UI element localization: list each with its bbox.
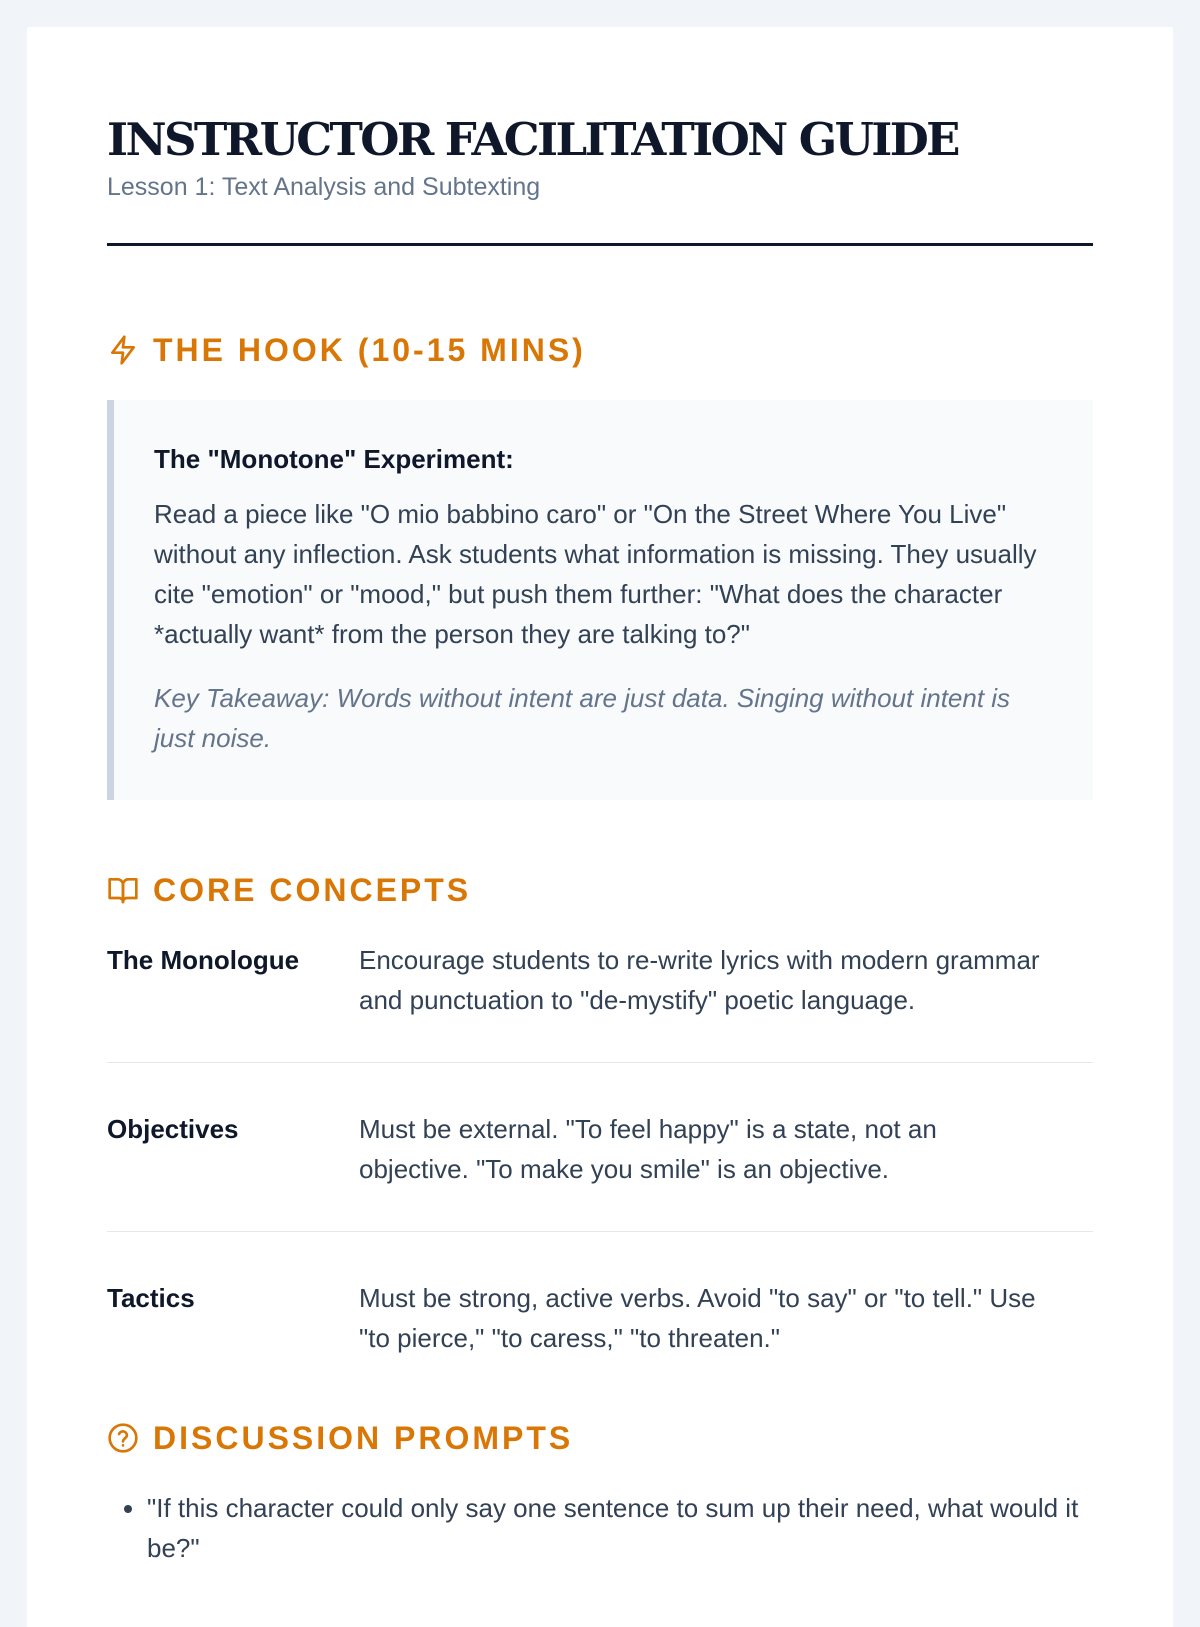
discussion-prompts-heading — [107, 1418, 1093, 1458]
hook-callout-body: Read a piece like "O mio babbino caro" or "On the Street Where You Live" without any inflection. Ask students what information is missing. They usually cite "emotion" or "mood," but push them further: "What does the character *actually want* from the person they are talking to?" — [154, 499, 1037, 649]
question-circle-icon — [107, 1422, 139, 1454]
concept-term: Tactics — [107, 1283, 195, 1313]
discussion-prompts-list — [107, 1488, 1093, 1568]
lightning-icon — [107, 334, 139, 366]
hook-heading-label: THE HOOK (10-15 MINS) — [153, 332, 586, 368]
concept-row-objectives — [107, 1109, 1093, 1232]
title-divider — [107, 243, 1093, 246]
book-icon — [107, 874, 139, 906]
hook-callout — [107, 400, 1093, 800]
hook-heading — [107, 330, 1093, 370]
concept-term: Objectives — [107, 1114, 239, 1144]
guide-page — [27, 27, 1173, 1627]
discussion-prompts-heading-label: DISCUSSION PROMPTS — [153, 1420, 574, 1456]
core-concepts-heading — [107, 870, 1093, 910]
page-title: INSTRUCTOR FACILITATION GUIDE — [107, 113, 958, 166]
concepts-list — [107, 940, 1093, 1358]
concept-description: Must be strong, active verbs. Avoid "to say" or "to tell." Use "to pierce," "to caress," "to threaten." — [359, 1283, 1036, 1353]
hook-callout-title: The "Monotone" Experiment: — [154, 444, 514, 474]
concept-description: Must be external. "To feel happy" is a state, not an objective. "To make you smile" is an objective. — [359, 1114, 937, 1184]
core-concepts-heading-label: CORE CONCEPTS — [153, 872, 472, 908]
hook-key-takeaway: Key Takeaway: Words without intent are just data. Singing without intent is just noise. — [154, 683, 1011, 753]
concept-description: Encourage students to re-write lyrics with modern grammar and punctuation to "de-mystify" poetic language. — [359, 945, 1040, 1015]
concept-row-monologue — [107, 940, 1093, 1063]
concept-row-tactics — [107, 1278, 1093, 1358]
concept-term: The Monologue — [107, 945, 300, 975]
page-subtitle: Lesson 1: Text Analysis and Subtexting — [107, 173, 541, 201]
discussion-prompt-item: • "If this character could only say one sentence to sum up their need, what would it be?" — [147, 1488, 1093, 1568]
